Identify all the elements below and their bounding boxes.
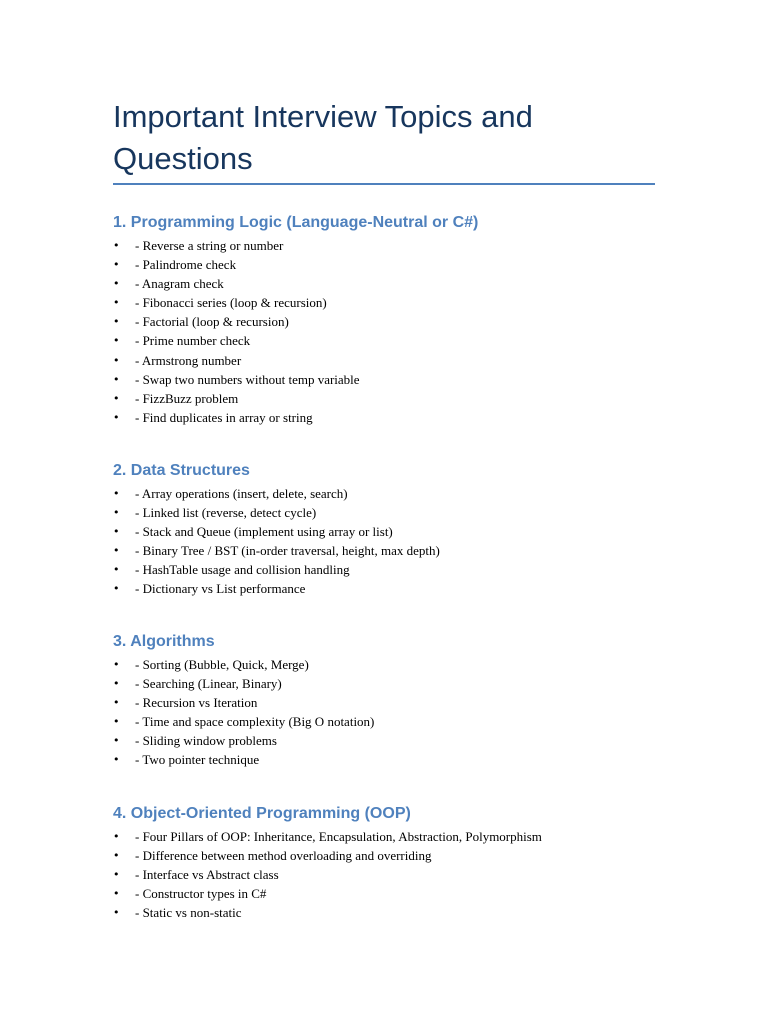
bullet-icon: • bbox=[113, 677, 120, 691]
section-heading: 4. Object-Oriented Programming (OOP) bbox=[113, 805, 411, 822]
list-item-text: - Searching (Linear, Binary) bbox=[135, 676, 282, 692]
list-item-text: - Interface vs Abstract class bbox=[135, 867, 279, 883]
list-item bbox=[113, 331, 478, 350]
list-item bbox=[113, 274, 478, 293]
list-item bbox=[113, 503, 440, 522]
list-item bbox=[113, 846, 542, 865]
list-item bbox=[113, 750, 374, 769]
bullet-icon: • bbox=[113, 410, 120, 424]
bullet-icon: • bbox=[113, 277, 120, 291]
title-underline bbox=[113, 183, 655, 185]
section-data-structures bbox=[113, 461, 440, 599]
list-item bbox=[113, 884, 542, 903]
list-item-text: - Fibonacci series (loop & recursion) bbox=[135, 295, 327, 311]
bullet-icon: • bbox=[113, 525, 120, 539]
list-item bbox=[113, 236, 478, 255]
list-item bbox=[113, 731, 374, 750]
bullet-icon: • bbox=[113, 696, 120, 710]
bullet-icon: • bbox=[113, 582, 120, 596]
list-item bbox=[113, 408, 478, 427]
topic-list bbox=[113, 236, 478, 427]
list-item bbox=[113, 674, 374, 693]
bullet-icon: • bbox=[113, 239, 120, 252]
list-item-text: - Reverse a string or number bbox=[135, 238, 284, 253]
list-item-text: - Armstrong number bbox=[135, 352, 242, 368]
list-item bbox=[113, 389, 478, 408]
bullet-icon: • bbox=[113, 563, 120, 577]
list-item-text: - Recursion vs Iteration bbox=[135, 695, 258, 711]
list-item bbox=[113, 312, 478, 331]
bullet-icon: • bbox=[113, 372, 120, 386]
bullet-icon: • bbox=[113, 734, 120, 748]
list-item bbox=[113, 712, 374, 731]
document-page bbox=[113, 96, 655, 921]
list-item-text: - Constructor types in C# bbox=[135, 886, 267, 902]
bullet-icon: • bbox=[113, 658, 120, 671]
bullet-icon: • bbox=[113, 830, 120, 843]
document-title: Important Interview Topics and Questions bbox=[113, 99, 533, 176]
bullet-icon: • bbox=[113, 315, 120, 329]
list-item-text: - Difference between method overloading and overriding bbox=[135, 848, 432, 864]
list-item-text: - Swap two numbers without temp variable bbox=[135, 371, 360, 387]
list-item bbox=[113, 865, 542, 884]
bullet-icon: • bbox=[113, 544, 120, 558]
list-item bbox=[113, 827, 542, 846]
list-item bbox=[113, 293, 478, 312]
list-item-text: - Sorting (Bubble, Quick, Merge) bbox=[135, 657, 309, 672]
list-item-text: - Four Pillars of OOP: Inheritance, Encapsulation, Abstraction, Polymorphism bbox=[135, 829, 542, 844]
section-algorithms bbox=[113, 632, 374, 770]
list-item-text: - Array operations (insert, delete, search) bbox=[135, 486, 348, 501]
list-item-text: - Prime number check bbox=[135, 333, 251, 349]
bullet-icon: • bbox=[113, 391, 120, 405]
bullet-icon: • bbox=[113, 753, 120, 767]
list-item bbox=[113, 560, 440, 579]
list-item-text: - Time and space complexity (Big O notation) bbox=[135, 714, 375, 730]
bullet-icon: • bbox=[113, 868, 120, 882]
topic-list bbox=[113, 484, 440, 599]
bullet-icon: • bbox=[113, 906, 120, 920]
list-item-text: - Factorial (loop & recursion) bbox=[135, 314, 289, 330]
section-heading: 3. Algorithms bbox=[113, 633, 215, 650]
bullet-icon: • bbox=[113, 887, 120, 901]
topic-list bbox=[113, 655, 374, 770]
bullet-icon: • bbox=[113, 849, 120, 863]
list-item-text: - Binary Tree / BST (in-order traversal, height, max depth) bbox=[135, 543, 440, 559]
bullet-icon: • bbox=[113, 487, 120, 500]
bullet-icon: • bbox=[113, 296, 120, 310]
list-item-text: - Static vs non-static bbox=[135, 905, 242, 921]
list-item-text: - Two pointer technique bbox=[135, 752, 260, 768]
list-item bbox=[113, 541, 440, 560]
list-item bbox=[113, 579, 440, 598]
list-item-text: - Linked list (reverse, detect cycle) bbox=[135, 505, 317, 521]
bullet-icon: • bbox=[113, 715, 120, 729]
list-item-text: - Palindrome check bbox=[135, 257, 237, 273]
list-item bbox=[113, 370, 478, 389]
section-heading: 1. Programming Logic (Language-Neutral or C#) bbox=[113, 214, 479, 231]
section-oop bbox=[113, 804, 542, 922]
section-heading: 2. Data Structures bbox=[113, 462, 250, 479]
list-item-text: - Dictionary vs List performance bbox=[135, 581, 306, 597]
section-programming-logic bbox=[113, 213, 478, 427]
list-item-text: - Sliding window problems bbox=[135, 733, 277, 749]
bullet-icon: • bbox=[113, 334, 120, 348]
list-item bbox=[113, 522, 440, 541]
topic-list bbox=[113, 827, 542, 922]
list-item bbox=[113, 693, 374, 712]
list-item-text: - HashTable usage and collision handling bbox=[135, 562, 350, 578]
list-item-text: - Anagram check bbox=[135, 276, 224, 292]
bullet-icon: • bbox=[113, 506, 120, 520]
list-item bbox=[113, 655, 374, 674]
list-item-text: - Find duplicates in array or string bbox=[135, 409, 313, 425]
list-item-text: - FizzBuzz problem bbox=[135, 390, 239, 406]
list-item bbox=[113, 255, 478, 274]
bullet-icon: • bbox=[113, 353, 120, 367]
list-item bbox=[113, 903, 542, 922]
list-item bbox=[113, 351, 478, 370]
list-item-text: - Stack and Queue (implement using array or list) bbox=[135, 524, 393, 540]
bullet-icon: • bbox=[113, 258, 120, 272]
list-item bbox=[113, 484, 440, 503]
